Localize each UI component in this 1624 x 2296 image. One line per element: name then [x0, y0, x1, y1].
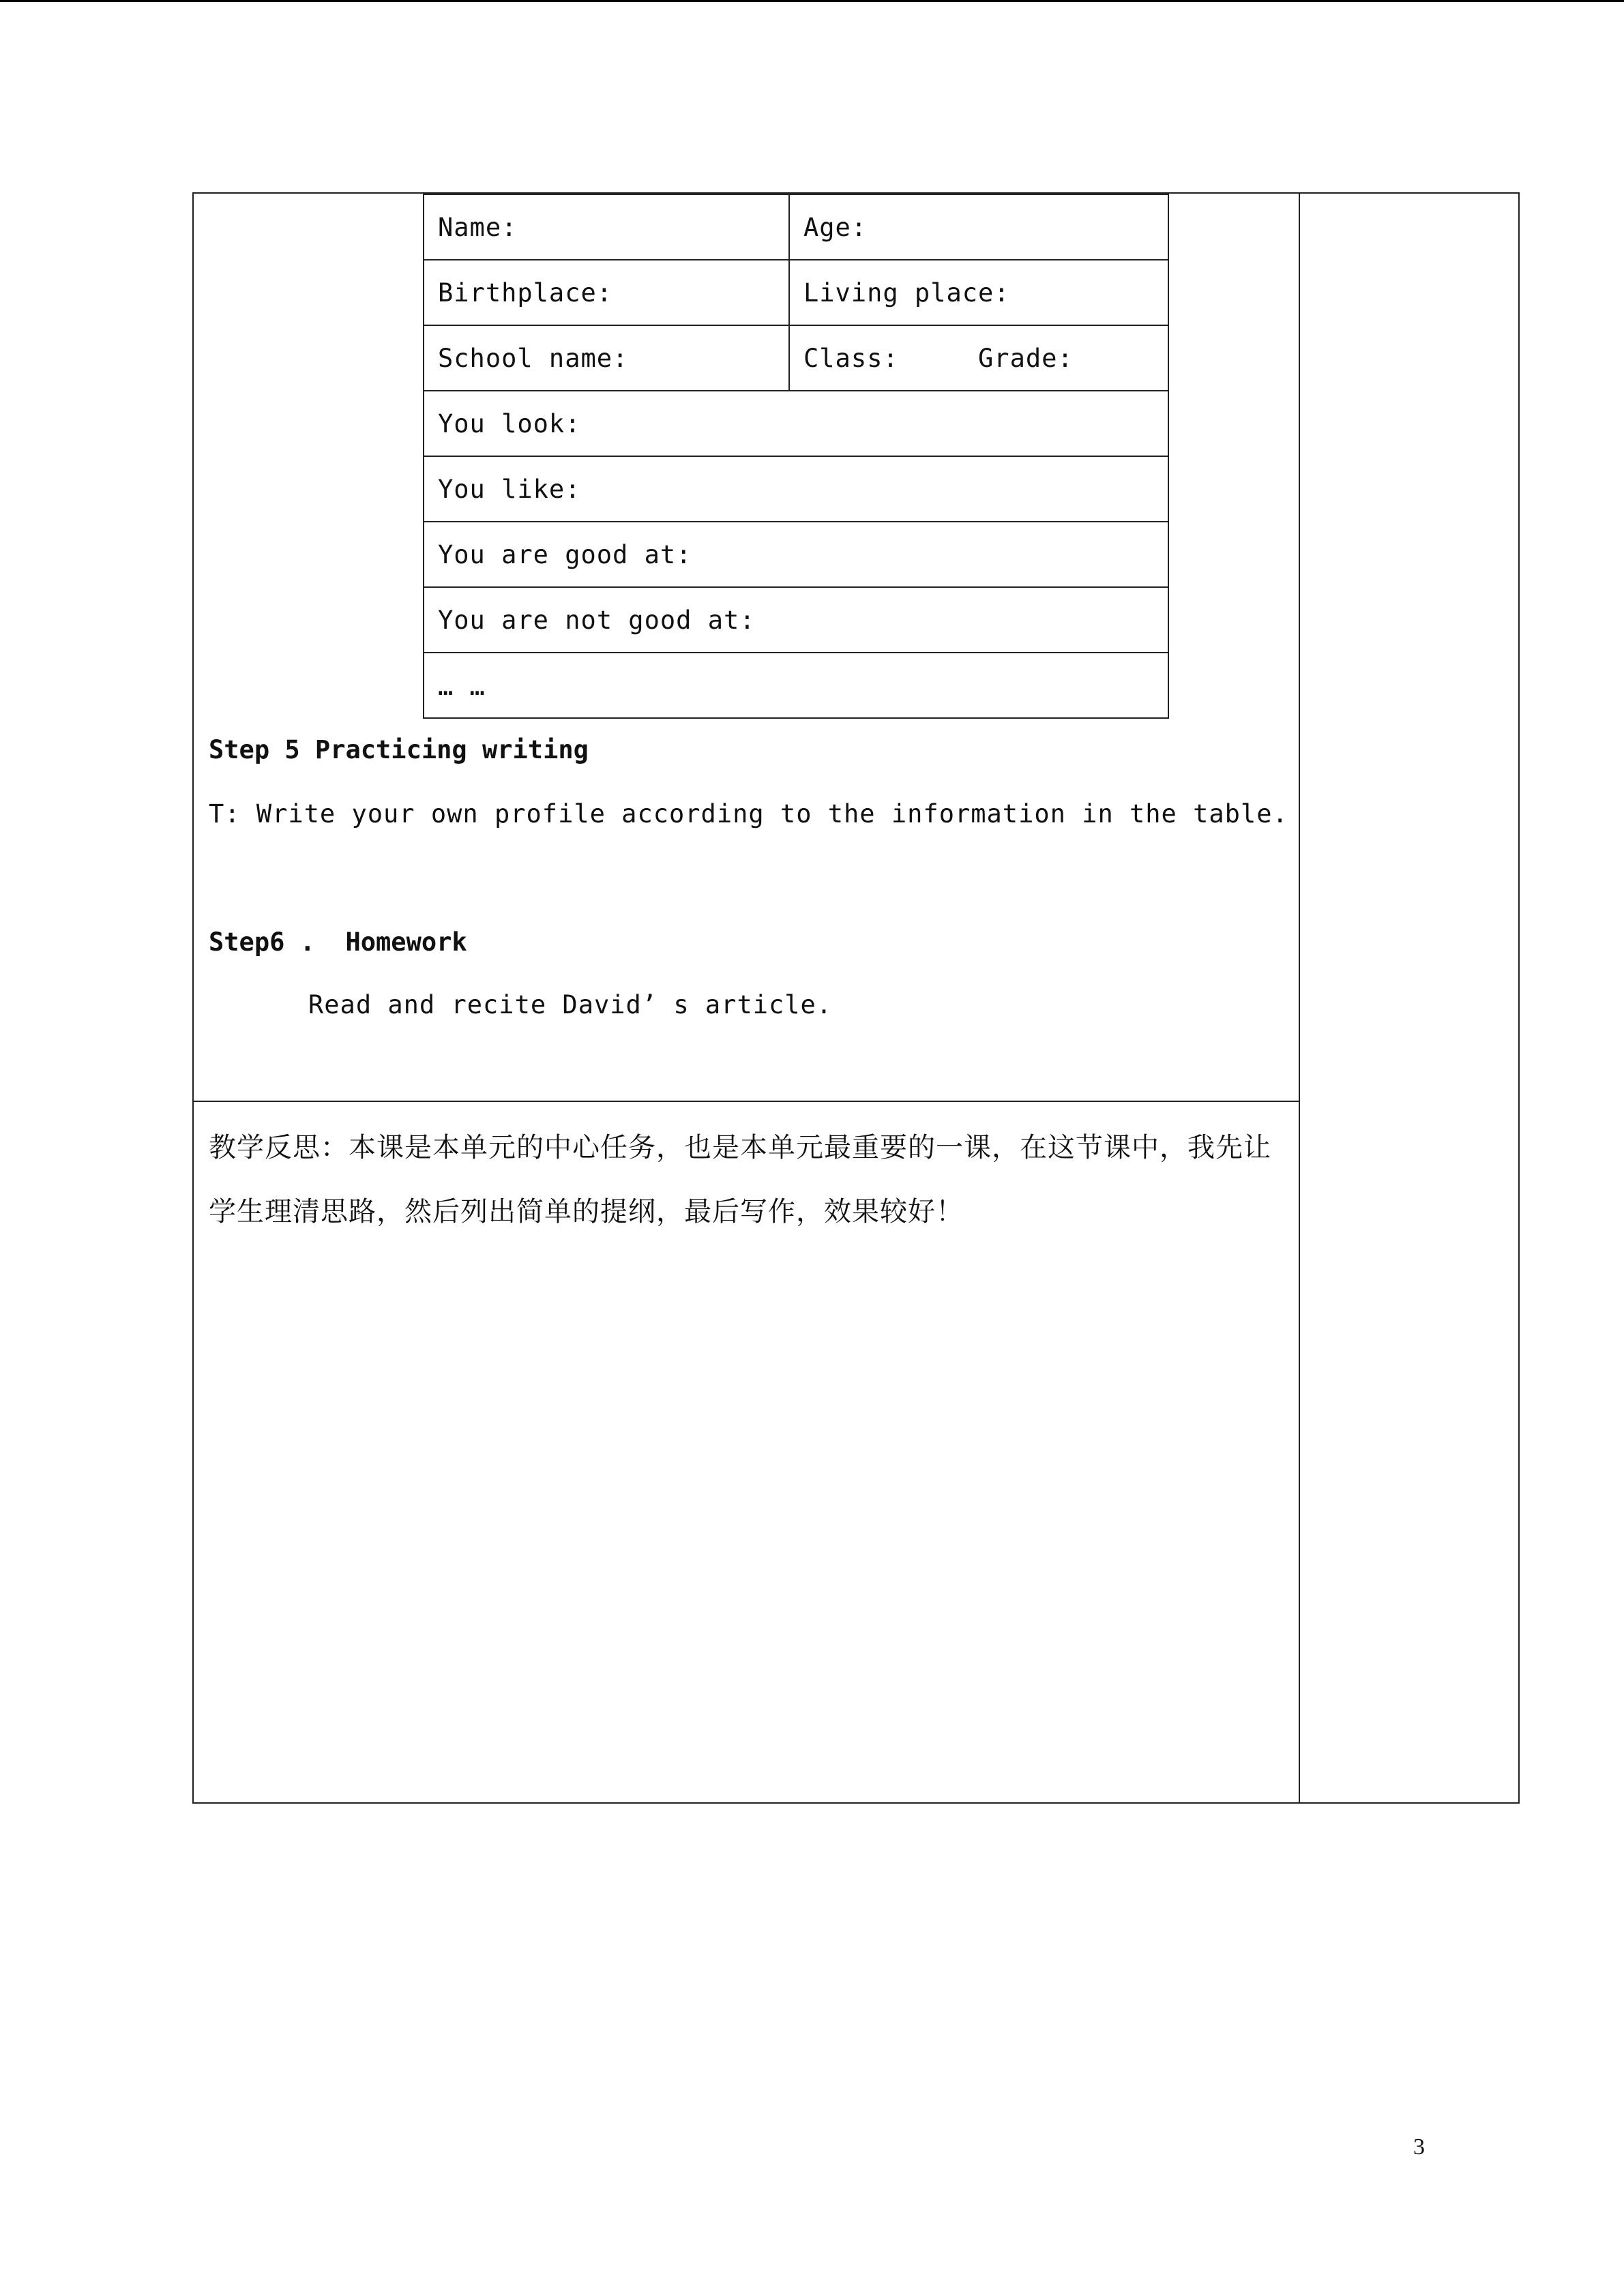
profile-row-not-good-at: [424, 588, 1168, 653]
birthplace-cell: Birthplace:: [424, 260, 790, 325]
profile-row-like: [424, 457, 1168, 522]
look-cell: You look:: [438, 408, 581, 438]
profile-row-school-class: [424, 326, 1168, 391]
step5-instruction: T: Write your own profile according to the information in the table.: [209, 799, 1288, 829]
reflection-row-divider: [194, 1101, 1299, 1102]
not-good-at-cell: You are not good at:: [438, 605, 756, 635]
profile-row-name-age: [424, 195, 1168, 260]
like-cell: You like:: [438, 474, 581, 504]
living-place-cell: Living place:: [803, 278, 1010, 308]
class-grade-cell: Class: Grade:: [803, 343, 1074, 373]
ellipsis-cell: … …: [438, 671, 486, 701]
profile-row-good-at: [424, 522, 1168, 588]
notes-column-divider: [1299, 194, 1300, 1802]
profile-table: [423, 194, 1169, 719]
school-name-cell: School name:: [424, 326, 790, 390]
page-number: 3: [1413, 2134, 1425, 2160]
profile-row-birthplace-living: [424, 260, 1168, 326]
profile-row-ellipsis: [424, 653, 1168, 719]
good-at-cell: You are good at:: [438, 539, 692, 569]
lesson-plan-table: [192, 192, 1520, 1804]
teaching-reflection: 教学反思：本课是本单元的中心任务，也是本单元最重要的一课，在这节课中，我先让学生理清思路，然后列出简单的提纲，最后写作，效果较好！: [209, 1132, 1271, 1227]
age-cell: Age:: [803, 212, 868, 242]
step6-heading: Step6 . Homework: [209, 927, 467, 957]
profile-row-look: [424, 391, 1168, 457]
step6-instruction: Read and recite David’ s article.: [308, 990, 833, 1019]
name-cell: Name:: [424, 195, 790, 259]
page-top-rule: [0, 0, 1624, 2]
step5-heading: Step 5 Practicing writing: [209, 735, 589, 764]
